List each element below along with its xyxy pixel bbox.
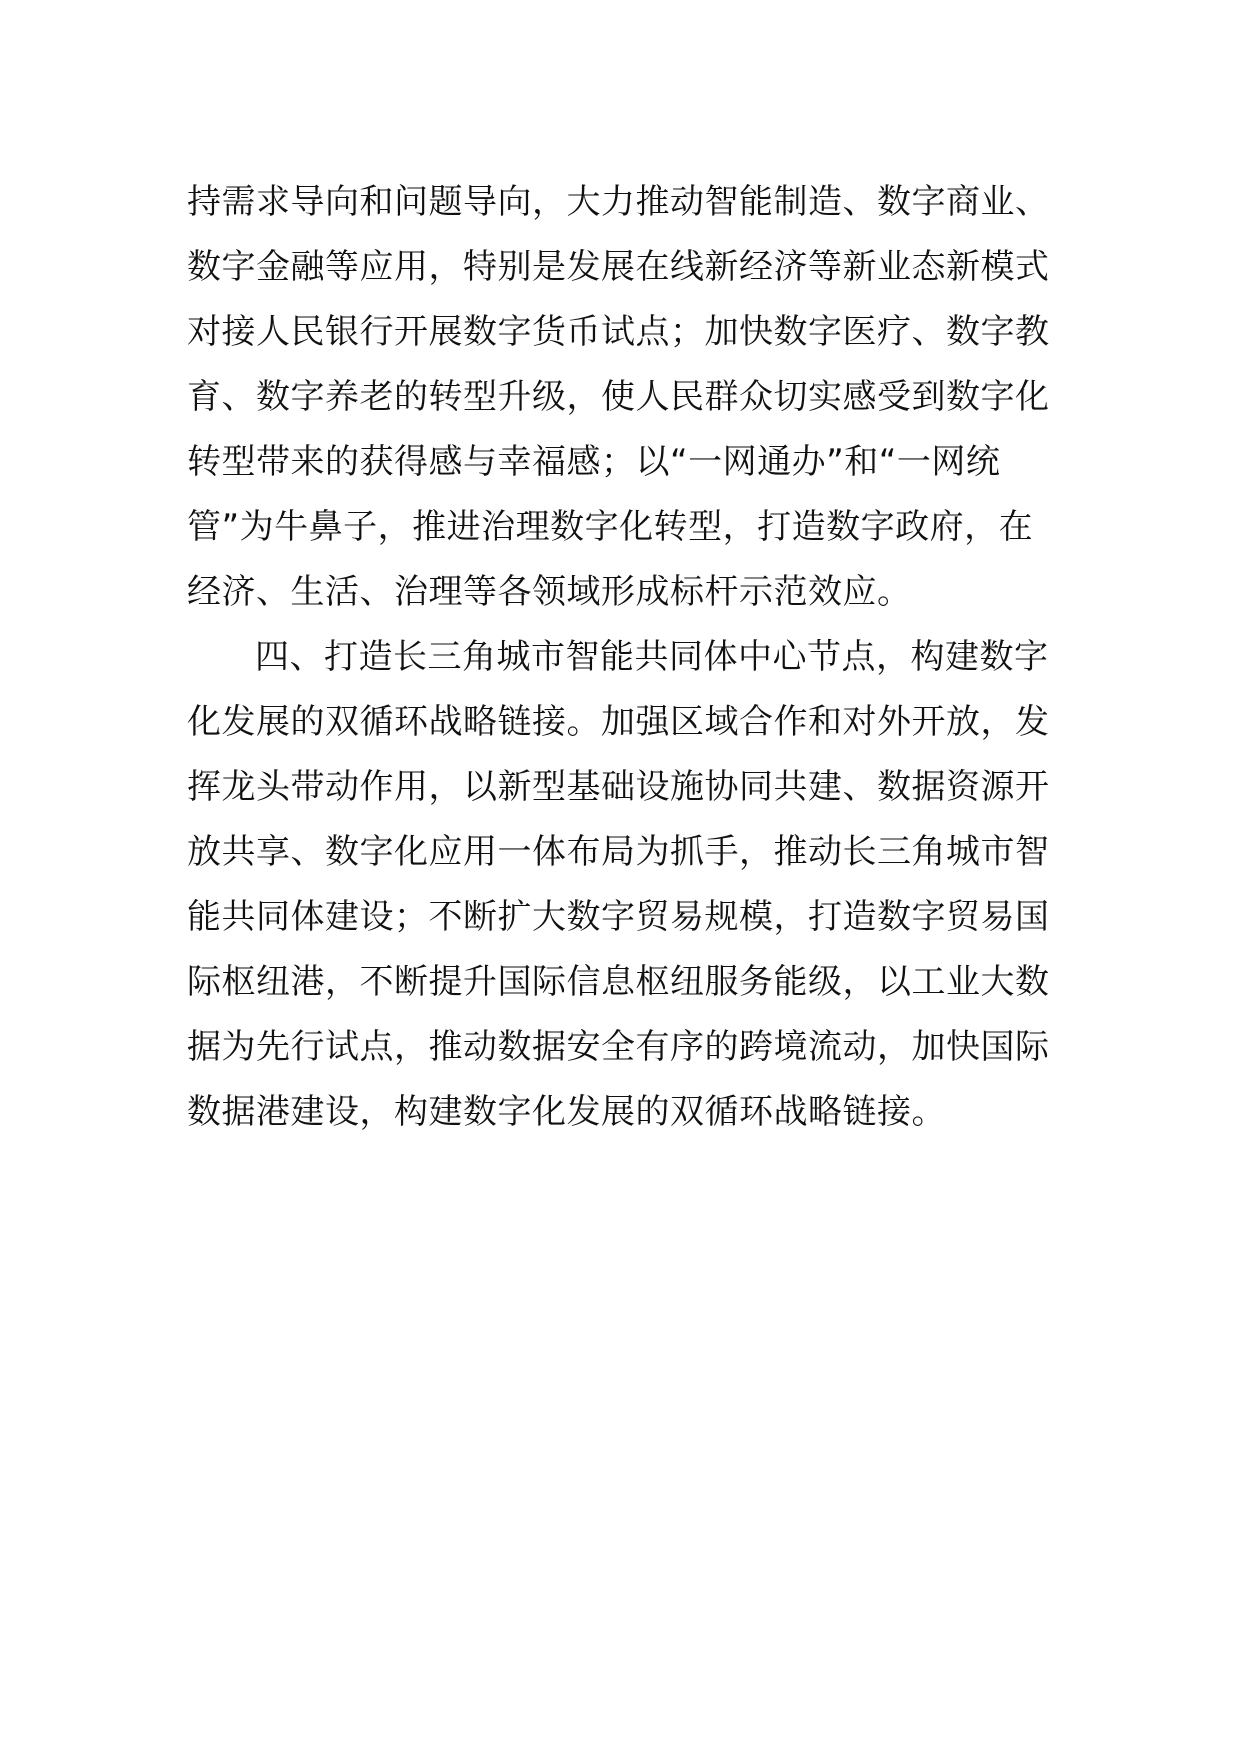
text-line: 育、数字养老的转型升级，使人民群众切实感受到数字化 [187,377,1050,417]
text-line: 挥龙头带动作用，以新型基础设施协同共建、数据资源开 [187,767,1050,807]
text-line: 四、打造长三角城市智能共同体中心节点，构建数字 [255,637,1049,677]
text-line: 经济、生活、治理等各领域形成标杆示范效应。 [187,572,912,612]
paragraph-continued [187,170,1057,625]
text-line: 对接人民银行开展数字货币试点；加快数字医疗、数字教 [187,312,1050,352]
text-line: 能共同体建设；不断扩大数字贸易规模，打造数字贸易国 [187,897,1050,937]
text-line: 转型带来的获得感与幸福感；以“一网通办”和“一网统 [187,442,1001,482]
text-line: 管”为牛鼻子，推进治理数字化转型，打造数字政府，在 [187,507,1034,547]
text-line: 据为先行试点，推动数据安全有序的跨境流动，加快国际 [187,1027,1050,1067]
text-line: 化发展的双循环战略链接。加强区域合作和对外开放，发 [187,702,1050,742]
document-body [187,170,1057,1145]
paragraph-four [187,625,1057,1145]
text-line: 数字金融等应用，特别是发展在线新经济等新业态新模式 [187,247,1050,287]
text-line: 际枢纽港，不断提升国际信息枢纽服务能级，以工业大数 [187,962,1050,1002]
text-line: 数据港建设，构建数字化发展的双循环战略链接。 [187,1092,946,1132]
text-line: 持需求导向和问题导向，大力推动智能制造、数字商业、 [187,182,1050,222]
text-line: 放共享、数字化应用一体布局为抓手，推动长三角城市智 [187,832,1050,872]
